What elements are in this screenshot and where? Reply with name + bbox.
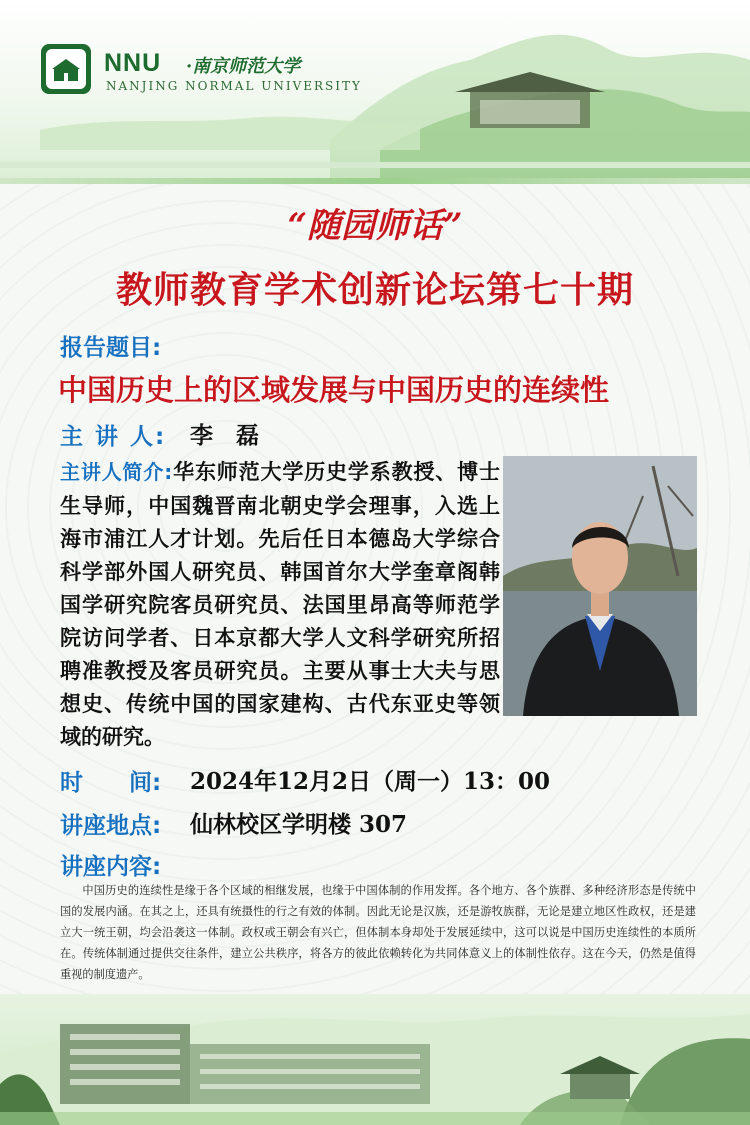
- university-logo: [40, 43, 92, 95]
- topic-value: 中国历史上的区域发展与中国历史的连续性: [58, 373, 610, 407]
- bio-text: 华东师范大学历史学系教授、博士生导师，中国魏晋南北朝史学会理事，入选上海市浦江人才计划。先后任日本德岛大学综合科学部外国人研究员、韩国首尔大学奎章阁韩国学研究院客员研究员、法国里昂高等师范学院访问学者、日本京都大学人文科学研究所招聘准教授及客员研究员。主要从事士大夫与思想史、传统中国的国家建构、古代东亚史等领域的研究。: [60, 459, 500, 749]
- header-banner: [0, 0, 750, 178]
- speaker-bio: [60, 455, 500, 753]
- speaker-portrait-image: [503, 456, 697, 716]
- bio-label: 主讲人简介:: [60, 460, 173, 484]
- content-label: 讲座内容:: [60, 854, 162, 880]
- topic-label: 报告题目:: [60, 335, 162, 361]
- event-title: 教师教育学术创新论坛第七十期: [115, 269, 634, 311]
- speaker-label: 主 讲 人:: [60, 424, 167, 450]
- university-short-name: NNU: [104, 49, 162, 77]
- footer-campus-illustration: [0, 994, 750, 1125]
- speaker-name: 李 磊: [190, 422, 259, 449]
- venue-label: 讲座地点:: [60, 813, 162, 839]
- footer-banner: [0, 994, 750, 1125]
- series-title: “随园师话”: [287, 206, 463, 246]
- content-text: 中国历史的连续性是缘于各个区域的相继发展，也缘于中国体制的作用发挥。各个地方、各个族群、多种经济形态是传统中国的发展内涵。在其之上，还具有统摄性的行之有效的体制。因此无论是汉族，还是游牧族群，无论是建立地区性政权，还是建立大一统王朝，均会沿袭这一体制。政权或王朝会有兴亡，但体制本身却处于发展延续中，这可以说是中国历史连续性的本质所在。传统体制通过提供交往条件，建立公共秩序，将各方的彼此依赖转化为共同体意义上的体制性依存。这在今天，仍然是值得重视的制度遗产。: [60, 884, 696, 981]
- venue-value: 仙林校区学明楼 307: [190, 811, 408, 838]
- time-label: 时 间:: [60, 770, 162, 796]
- time-value: 2024年12月2日（周一）13：00: [190, 768, 551, 795]
- university-chinese-name: ·南京师范大学: [186, 56, 301, 77]
- university-english-name: NANJING NORMAL UNIVERSITY: [106, 79, 362, 93]
- speaker-photo: [503, 456, 697, 716]
